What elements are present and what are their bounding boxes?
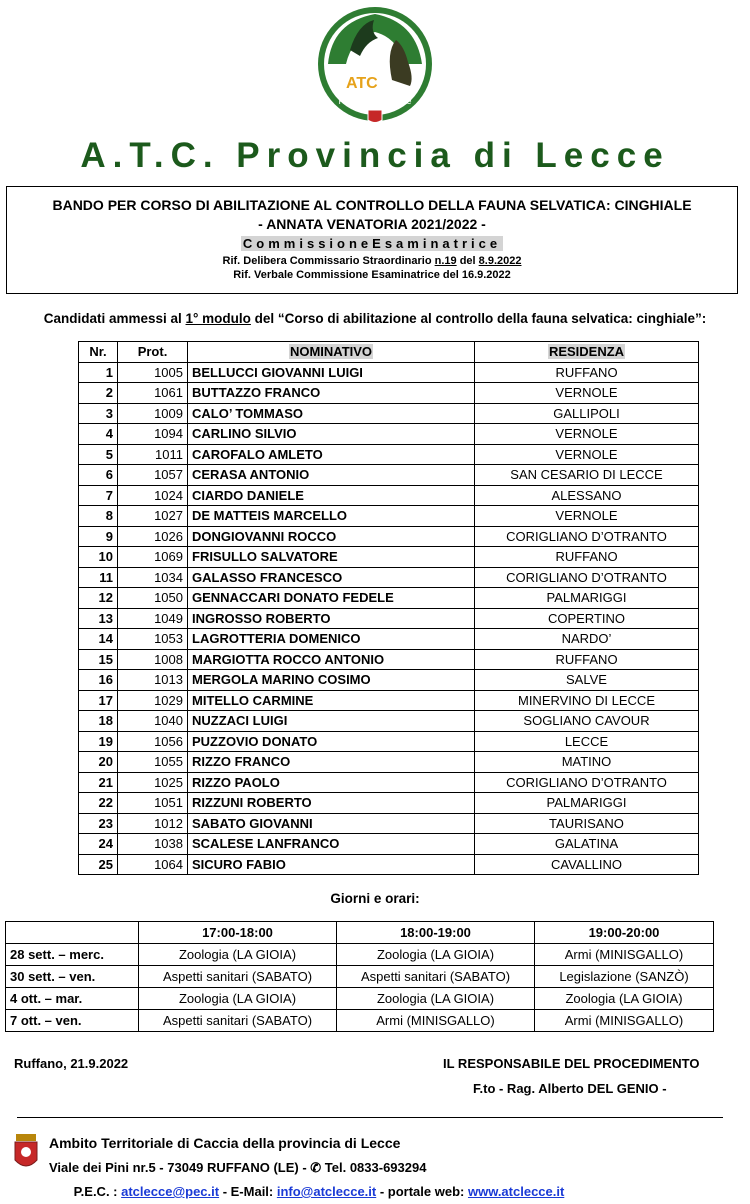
cell-nr: 18 (79, 711, 118, 732)
candidates-table (78, 341, 699, 875)
table-row (79, 711, 699, 732)
cell-residence: NARDO’ (475, 629, 699, 650)
cell-residence: CORIGLIANO D’OTRANTO (475, 567, 699, 588)
cell-name: PUZZOVIO DONATO (188, 731, 475, 752)
cell-prot: 1055 (118, 752, 188, 773)
cell-name: BUTTAZZO FRANCO (188, 383, 475, 404)
cell-name: CIARDO DANIELE (188, 485, 475, 506)
cell-nr: 24 (79, 834, 118, 855)
header-nr: Nr. (79, 342, 118, 363)
cell-residence: CORIGLIANO D’OTRANTO (475, 772, 699, 793)
cell-prot: 1009 (118, 403, 188, 424)
cell-residence: VERNOLE (475, 506, 699, 527)
schedule-slot: Aspetti sanitari (SABATO) (139, 966, 337, 988)
schedule-header-slot2: 18:00-19:00 (337, 922, 535, 944)
table-row (79, 403, 699, 424)
schedule-day: 30 sett. – ven. (6, 966, 139, 988)
schedule-day: 4 ott. – mar. (6, 988, 139, 1010)
cell-prot: 1029 (118, 690, 188, 711)
candidates-header-row (79, 342, 699, 363)
cell-residence: SOGLIANO CAVOUR (475, 711, 699, 732)
signatory-role: IL RESPONSABILE DEL PROCEDIMENTO (443, 1056, 700, 1071)
schedule-slot: Zoologia (LA GIOIA) (337, 944, 535, 966)
pec-link[interactable]: atclecce@pec.it (121, 1184, 220, 1199)
cell-name: RIZZUNI ROBERTO (188, 793, 475, 814)
schedule-slot: Armi (MINISGALLO) (535, 1010, 714, 1032)
cell-residence: GALLIPOLI (475, 403, 699, 424)
notice-box (6, 186, 738, 294)
cell-prot: 1094 (118, 424, 188, 445)
cell-prot: 1026 (118, 526, 188, 547)
cell-name: CERASA ANTONIO (188, 465, 475, 486)
cell-residence: SAN CESARIO DI LECCE (475, 465, 699, 486)
cell-prot: 1034 (118, 567, 188, 588)
cell-name: GENNACCARI DONATO FEDELE (188, 588, 475, 609)
cell-nr: 23 (79, 813, 118, 834)
cell-prot: 1008 (118, 649, 188, 670)
cell-residence: PALMARIGGI (475, 793, 699, 814)
cell-prot: 1038 (118, 834, 188, 855)
cell-prot: 1057 (118, 465, 188, 486)
table-row (79, 465, 699, 486)
cell-residence: GALATINA (475, 834, 699, 855)
email-link[interactable]: info@atclecce.it (276, 1184, 377, 1199)
schedule-table (5, 921, 714, 1032)
table-row (79, 383, 699, 404)
cell-residence: PALMARIGGI (475, 588, 699, 609)
table-row (79, 752, 699, 773)
cell-nr: 5 (79, 444, 118, 465)
cell-name: DONGIOVANNI ROCCO (188, 526, 475, 547)
schedule-header-day (6, 922, 139, 944)
cell-residence: RUFFANO (475, 649, 699, 670)
cell-name: SCALESE LANFRANCO (188, 834, 475, 855)
cell-residence: LECCE (475, 731, 699, 752)
cell-prot: 1049 (118, 608, 188, 629)
cell-prot: 1053 (118, 629, 188, 650)
commission-label: CommissioneEsaminatrice (242, 236, 502, 251)
cell-nr: 17 (79, 690, 118, 711)
table-row (79, 608, 699, 629)
cell-residence: RUFFANO (475, 547, 699, 568)
schedule-header-slot3: 19:00-20:00 (535, 922, 714, 944)
cell-residence: TAURISANO (475, 813, 699, 834)
cell-nr: 10 (79, 547, 118, 568)
footer-org: Ambito Territoriale di Caccia della provincia di Lecce (49, 1135, 401, 1151)
cell-nr: 25 (79, 854, 118, 875)
table-row (79, 649, 699, 670)
cell-nr: 21 (79, 772, 118, 793)
cell-nr: 20 (79, 752, 118, 773)
table-row (79, 485, 699, 506)
cell-nr: 4 (79, 424, 118, 445)
cell-nr: 16 (79, 670, 118, 691)
footer-divider (17, 1117, 723, 1118)
schedule-row (6, 944, 714, 966)
schedule-slot: Legislazione (SANZÒ) (535, 966, 714, 988)
cell-nr: 2 (79, 383, 118, 404)
logo-acronym: ATC (346, 75, 378, 92)
cell-name: MERGOLA MARINO COSIMO (188, 670, 475, 691)
cell-prot: 1027 (118, 506, 188, 527)
table-row (79, 813, 699, 834)
table-row (79, 772, 699, 793)
cell-name: SICURO FABIO (188, 854, 475, 875)
cell-nr: 14 (79, 629, 118, 650)
cell-name: NUZZACI LUIGI (188, 711, 475, 732)
schedule-slot: Armi (MINISGALLO) (337, 1010, 535, 1032)
schedule-slot: Aspetti sanitari (SABATO) (139, 1010, 337, 1032)
notice-ref2: Rif. Verbale Commissione Esaminatrice del 16.9.2022 (233, 269, 511, 281)
cell-name: CAROFALO AMLETO (188, 444, 475, 465)
cell-residence: VERNOLE (475, 444, 699, 465)
table-row (79, 670, 699, 691)
schedule-row (6, 966, 714, 988)
cell-name: RIZZO FRANCO (188, 752, 475, 773)
schedule-slot: Aspetti sanitari (SABATO) (337, 966, 535, 988)
table-row (79, 834, 699, 855)
website-link[interactable]: www.atclecce.it (467, 1184, 565, 1199)
cell-name: BELLUCCI GIOVANNI LUIGI (188, 362, 475, 383)
notice-ref1: Rif. Delibera Commissario Straordinario n.19 del 8.9.2022 (222, 255, 522, 267)
cell-nr: 15 (79, 649, 118, 670)
schedule-slot: Zoologia (LA GIOIA) (139, 944, 337, 966)
cell-prot: 1061 (118, 383, 188, 404)
cell-nr: 11 (79, 567, 118, 588)
table-row (79, 588, 699, 609)
cell-prot: 1013 (118, 670, 188, 691)
table-row (79, 506, 699, 527)
cell-nr: 9 (79, 526, 118, 547)
cell-name: LAGROTTERIA DOMENICO (188, 629, 475, 650)
cell-residence: MATINO (475, 752, 699, 773)
schedule-slot: Zoologia (LA GIOIA) (535, 988, 714, 1010)
cell-name: CARLINO SILVIO (188, 424, 475, 445)
cell-prot: 1056 (118, 731, 188, 752)
province-crest-icon (13, 1132, 39, 1174)
cell-name: MITELLO CARMINE (188, 690, 475, 711)
header-prot: Prot. (118, 342, 188, 363)
cell-name: GALASSO FRANCESCO (188, 567, 475, 588)
cell-nr: 6 (79, 465, 118, 486)
table-row (79, 629, 699, 650)
cell-residence: SALVE (475, 670, 699, 691)
cell-name: DE MATTEIS MARCELLO (188, 506, 475, 527)
cell-prot: 1024 (118, 485, 188, 506)
cell-prot: 1005 (118, 362, 188, 383)
table-row (79, 731, 699, 752)
schedule-day: 7 ott. – ven. (6, 1010, 139, 1032)
cell-name: MARGIOTTA ROCCO ANTONIO (188, 649, 475, 670)
table-row (79, 444, 699, 465)
header-name: NOMINATIVO (188, 342, 475, 363)
cell-nr: 3 (79, 403, 118, 424)
cell-nr: 13 (79, 608, 118, 629)
table-row (79, 854, 699, 875)
schedule-header-row (6, 922, 714, 944)
cell-nr: 22 (79, 793, 118, 814)
cell-prot: 1050 (118, 588, 188, 609)
cell-name: FRISULLO SALVATORE (188, 547, 475, 568)
schedule-day: 28 sett. – merc. (6, 944, 139, 966)
schedule-slot: Armi (MINISGALLO) (535, 944, 714, 966)
table-row (79, 424, 699, 445)
schedule-slot: Zoologia (LA GIOIA) (337, 988, 535, 1010)
cell-nr: 19 (79, 731, 118, 752)
cell-residence: VERNOLE (475, 383, 699, 404)
cell-prot: 1069 (118, 547, 188, 568)
place-date: Ruffano, 21.9.2022 (14, 1056, 129, 1071)
schedule-row (6, 1010, 714, 1032)
schedule-title: Giorni e orari: (330, 891, 420, 906)
cell-prot: 1012 (118, 813, 188, 834)
table-row (79, 690, 699, 711)
header-residence: RESIDENZA (475, 342, 699, 363)
cell-prot: 1051 (118, 793, 188, 814)
cell-name: SABATO GIOVANNI (188, 813, 475, 834)
table-row (79, 547, 699, 568)
page-title: A.T.C. Provincia di Lecce (80, 136, 670, 175)
table-row (79, 526, 699, 547)
cell-prot: 1064 (118, 854, 188, 875)
schedule-row (6, 988, 714, 1010)
table-row (79, 567, 699, 588)
signatory-name: F.to - Rag. Alberto DEL GENIO - (473, 1081, 667, 1096)
cell-residence: VERNOLE (475, 424, 699, 445)
footer-address: Viale dei Pini nr.5 - 73049 RUFFANO (LE) - ✆ Tel. 0833-693294 (49, 1160, 427, 1175)
atc-logo (312, 2, 438, 136)
cell-name: INGROSSO ROBERTO (188, 608, 475, 629)
cell-prot: 1011 (118, 444, 188, 465)
notice-line1: BANDO PER CORSO DI ABILITAZIONE AL CONTROLLO DELLA FAUNA SELVATICA: CINGHIALE (52, 197, 692, 213)
table-row (79, 793, 699, 814)
table-row (79, 362, 699, 383)
cell-nr: 8 (79, 506, 118, 527)
logo-subtitle: Provincia di Lecce (338, 96, 412, 106)
cell-residence: CAVALLINO (475, 854, 699, 875)
notice-line2: - ANNATA VENATORIA 2021/2022 - (258, 216, 486, 232)
schedule-slot: Zoologia (LA GIOIA) (139, 988, 337, 1010)
cell-residence: RUFFANO (475, 362, 699, 383)
cell-nr: 12 (79, 588, 118, 609)
cell-prot: 1040 (118, 711, 188, 732)
cell-name: RIZZO PAOLO (188, 772, 475, 793)
cell-residence: COPERTINO (475, 608, 699, 629)
cell-residence: CORIGLIANO D’OTRANTO (475, 526, 699, 547)
schedule-header-slot1: 17:00-18:00 (139, 922, 337, 944)
cell-residence: MINERVINO DI LECCE (475, 690, 699, 711)
footer-contacts: P.E.C. : atclecce@pec.it - E-Mail: info@atclecce.it - portale web: www.atclecce.it (73, 1184, 565, 1199)
cell-name: CALO’ TOMMASO (188, 403, 475, 424)
cell-prot: 1025 (118, 772, 188, 793)
cell-residence: ALESSANO (475, 485, 699, 506)
cell-nr: 7 (79, 485, 118, 506)
candidates-intro: Candidati ammessi al 1° modulo del “Corso di abilitazione al controllo della fauna selvatica: cinghiale”: (43, 311, 707, 326)
cell-nr: 1 (79, 362, 118, 383)
